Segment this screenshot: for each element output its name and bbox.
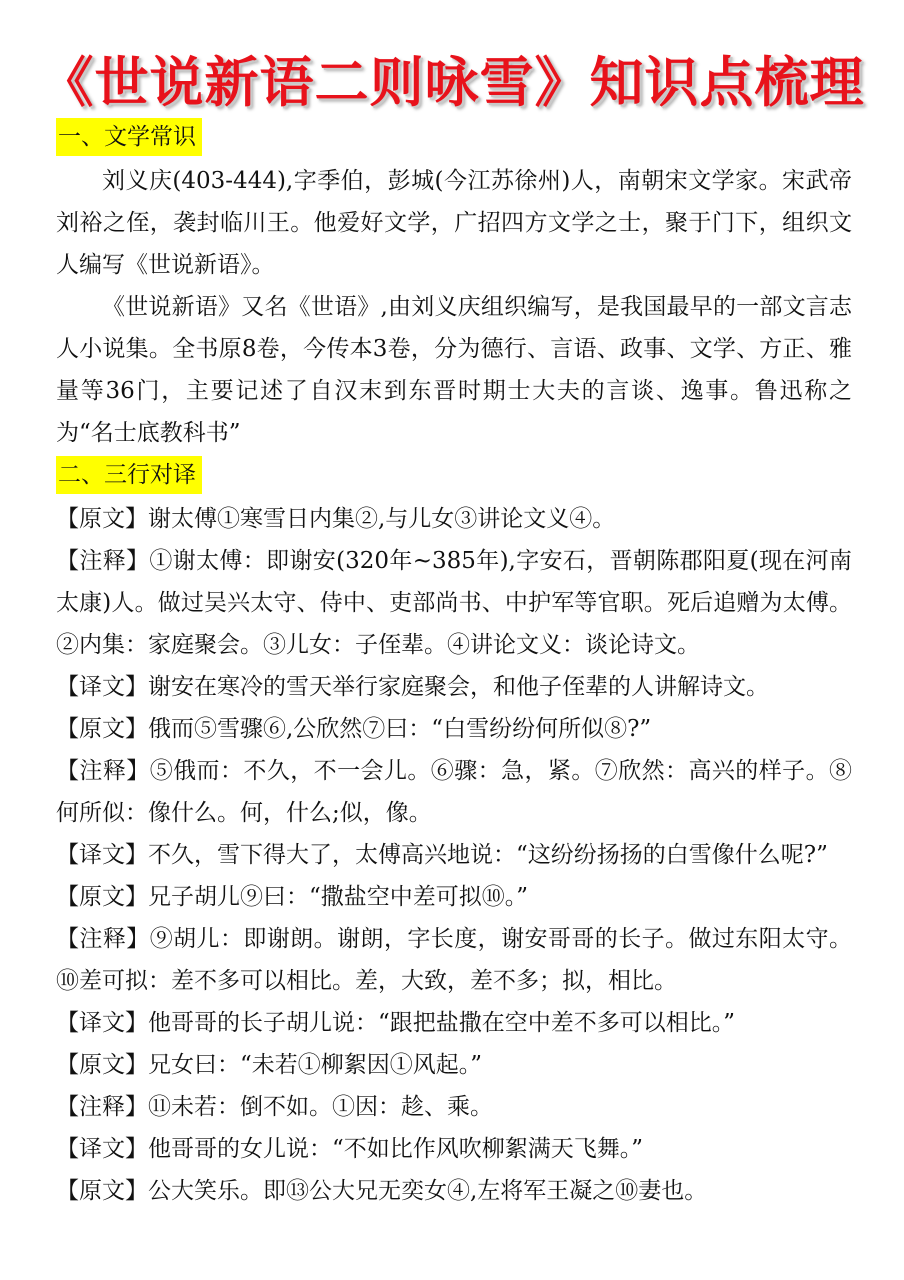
- entry-yuanwen-3: [56, 876, 852, 918]
- entry-text: ①谢太傅：即谢安(320年~385年),字安石，晋朝陈郡阳夏(现在河南太康)人。做过吴兴太守、侍中、吏部尚书、中护军等官职。死后追赠为太傅。②内集：家庭聚会。③儿女：子侄辈。④讲论文义：谈论诗文。: [56, 548, 853, 658]
- entry-tag: 【译文】: [56, 674, 148, 700]
- entry-tag: 【注释】: [56, 548, 150, 574]
- section-1-paragraph-2: 《世说新语》又名《世语》,由刘义庆组织编写，是我国最早的一部文言志人小说集。全书原8卷，今传本3卷，分为德行、言语、政事、文学、方正、雅量等36门，主要记述了自汉末到东晋时期士大夫的言谈、逸事。鲁迅称之为“名士底教科书”: [56, 294, 852, 446]
- entry-text: 公大笑乐。即⑬公大兄无奕女④,左将军王凝之⑩妻也。: [148, 1178, 708, 1204]
- entry-text: ⑤俄而：不久，不一会儿。⑥骤：急，紧。⑦欣然：高兴的样子。⑧何所似：像什么。何，什么;似，像。: [56, 758, 853, 826]
- entry-yiwen-2: [56, 834, 852, 876]
- entry-tag: 【译文】: [56, 842, 148, 868]
- entry-zhushi-2: [56, 750, 852, 834]
- entry-tag: 【原文】: [56, 1052, 148, 1078]
- section-1-heading: 一、文学常识: [56, 118, 202, 156]
- section-1-paragraph-1: 刘义庆(403-444),字季伯，彭城(今江苏徐州)人，南朝宋文学家。宋武帝刘裕之侄，袭封临川王。他爱好文学，广招四方文学之士，聚于门下，组织文人编写《世说新语》。: [56, 168, 852, 278]
- entry-zhushi-1: [56, 540, 852, 666]
- entry-tag: 【注释】: [56, 1094, 148, 1120]
- entry-text: ⑨胡儿：即谢朗。谢朗，字长度，谢安哥哥的长子。做过东阳太守。⑩差可拟：差不多可以相比。差，大致，差不多；拟，相比。: [56, 926, 853, 994]
- entry-tag: 【原文】: [56, 716, 148, 742]
- entry-text: 他哥哥的长子胡儿说：“跟把盐撒在空中差不多可以相比。”: [148, 1010, 736, 1036]
- entry-yuanwen-5: [56, 1170, 852, 1212]
- entry-text: 兄女曰：“未若①柳絮因①风起。”: [148, 1052, 483, 1078]
- entry-text: 俄而⑤雪骤⑥,公欣然⑦曰：“白雪纷纷何所似⑧?”: [148, 716, 652, 742]
- entry-zhushi-3: [56, 918, 852, 1002]
- entry-text: 不久，雪下得大了，太傅高兴地说：“这纷纷扬扬的白雪像什么呢?”: [148, 842, 828, 868]
- entry-tag: 【原文】: [56, 1178, 148, 1204]
- section-1-heading-row: [56, 116, 852, 160]
- entry-yuanwen-4: [56, 1044, 852, 1086]
- entry-tag: 【译文】: [56, 1010, 148, 1036]
- entry-text: 谢安在寒冷的雪天举行家庭聚会，和他子侄辈的人讲解诗文。: [148, 674, 769, 700]
- entry-zhushi-4: [56, 1086, 852, 1128]
- entry-text: 兄子胡儿⑨曰：“撒盐空中差可拟⑩。”: [148, 884, 529, 910]
- page-title: 《世说新语二则咏雪》知识点梳理: [39, 51, 865, 114]
- entry-yiwen-1: [56, 666, 852, 708]
- entry-yuanwen-2: [56, 708, 852, 750]
- entry-tag: 【注释】: [56, 926, 150, 952]
- section-2-heading: 二、三行对译: [56, 456, 202, 494]
- section-2-heading-row: [56, 454, 852, 498]
- document-body: [56, 116, 852, 1212]
- entry-yiwen-4: [56, 1128, 852, 1170]
- entry-tag: 【原文】: [56, 884, 148, 910]
- entry-text: 他哥哥的女儿说：“不如比作风吹柳絮满天飞舞。”: [148, 1136, 644, 1162]
- entry-text: 谢太傅①寒雪日内集②,与儿女③讲论文义④。: [148, 506, 616, 532]
- entry-tag: 【译文】: [56, 1136, 148, 1162]
- entry-text: ⑪未若：倒不如。①因：趁、乘。: [148, 1094, 493, 1120]
- entry-tag: 【原文】: [56, 506, 148, 532]
- entry-tag: 【注释】: [56, 758, 150, 784]
- entry-yuanwen-1: [56, 498, 852, 540]
- entry-yiwen-3: [56, 1002, 852, 1044]
